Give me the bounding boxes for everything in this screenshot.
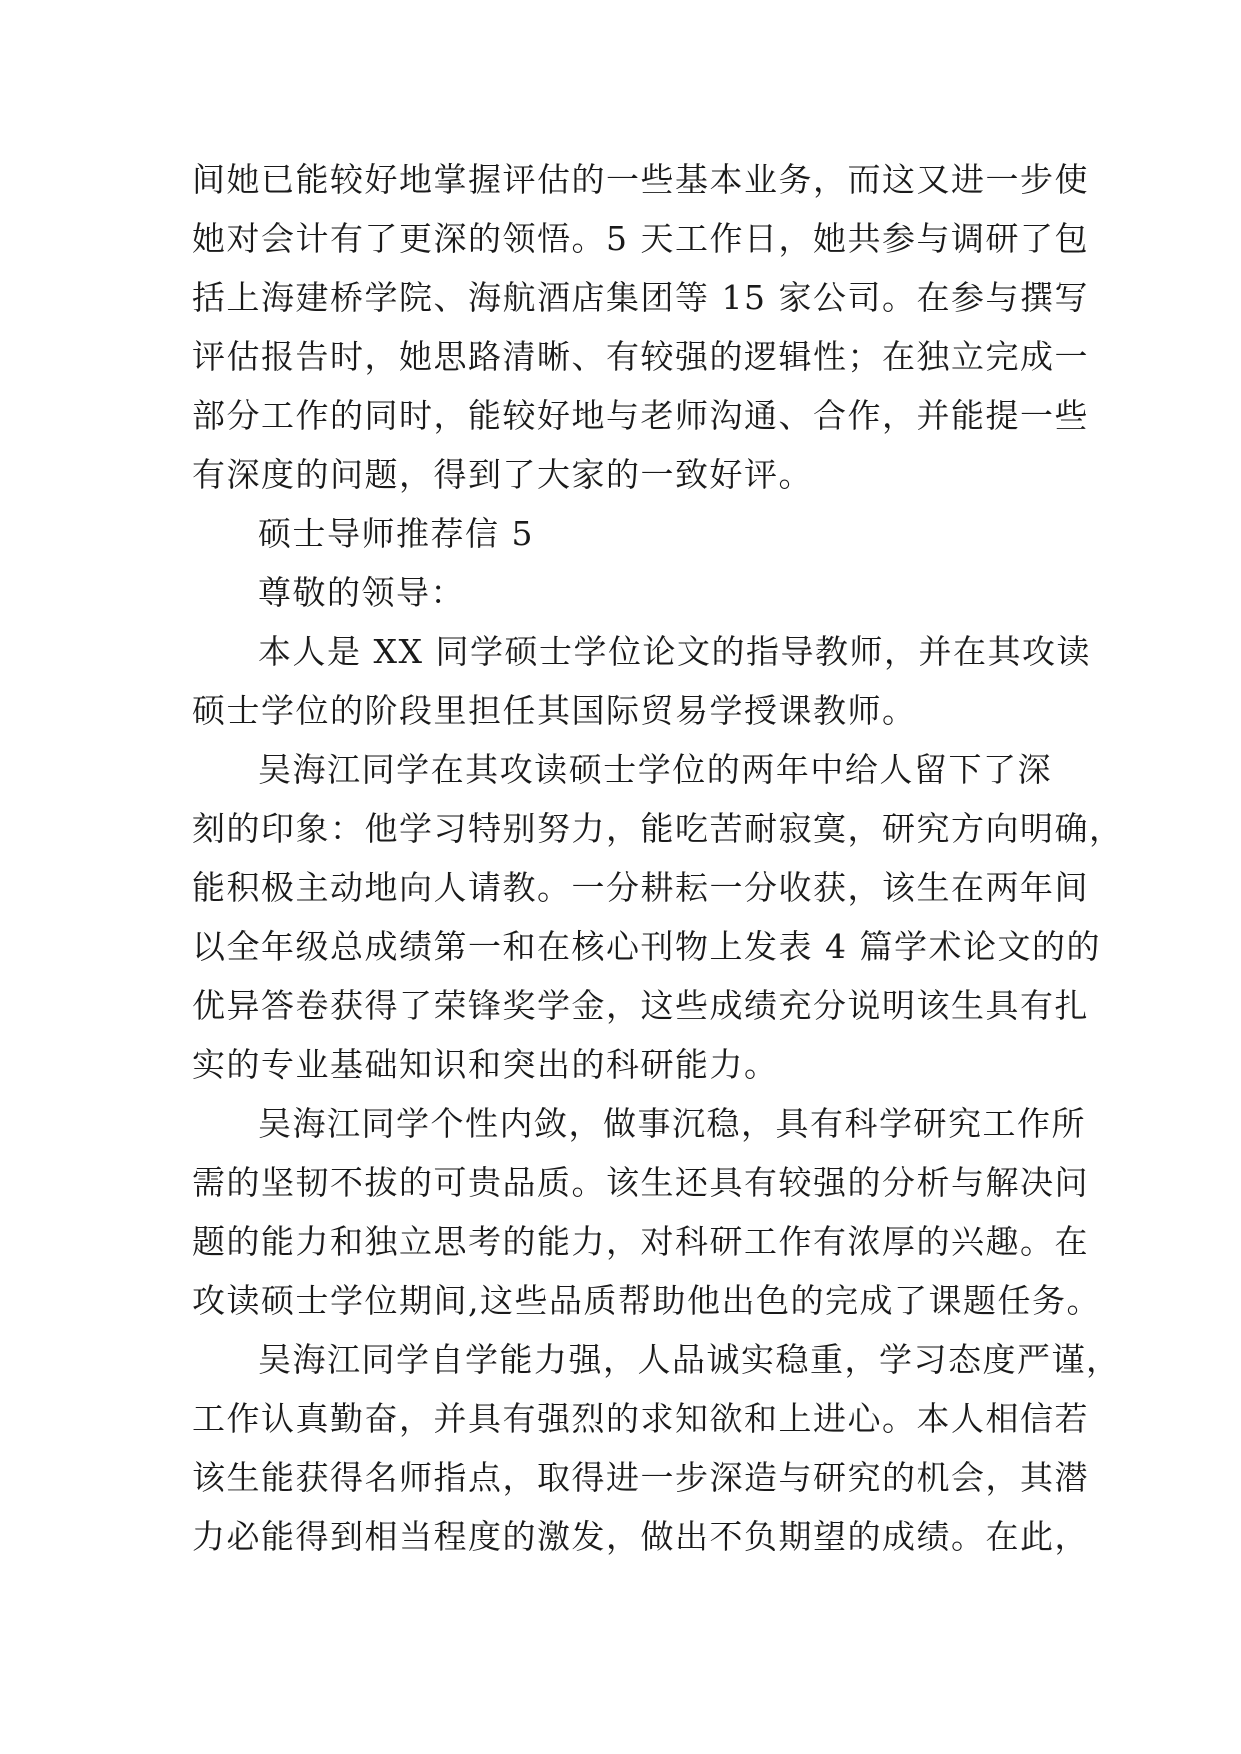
text-line: 以全年级总成绩第一和在核心刊物上发表 4 篇学术论文的的 (192, 927, 1101, 966)
text-line: 硕士学位的阶段里担任其国际贸易学授课教师。 (192, 691, 917, 730)
text-line: 需的坚韧不拔的可贵品质。该生还具有较强的分析与解决问 (192, 1163, 1089, 1202)
text-line: 刻的印象：他学习特别努力，能吃苦耐寂寞，研究方向明确， (192, 809, 1124, 848)
text-line: 能积极主动地向人请教。一分耕耘一分收获，该生在两年间 (192, 868, 1089, 907)
text-line: 题的能力和独立思考的能力，对科研工作有浓厚的兴趣。在 (192, 1222, 1089, 1261)
text-line: 间她已能较好地掌握评估的一些基本业务，而这又进一步使 (192, 160, 1089, 199)
text-line: 硕士导师推荐信 5 (258, 514, 534, 553)
text-line: 评估报告时，她思路清晰、有较强的逻辑性；在独立完成一 (192, 337, 1089, 376)
text-line: 她对会计有了更深的领悟。5 天工作日，她共参与调研了包 (192, 219, 1089, 258)
document-page (192, 150, 1124, 1566)
text-line: 括上海建桥学院、海航酒店集团等 15 家公司。在参与撰写 (192, 278, 1089, 317)
text-line: 吴海江同学个性内敛，做事沉稳，具有科学研究工作所 (258, 1104, 1086, 1143)
text-line: 吴海江同学在其攻读硕士学位的两年中给人留下了深 (258, 750, 1052, 789)
text-line: 工作认真勤奋，并具有强烈的求知欲和上进心。本人相信若 (192, 1399, 1089, 1438)
text-line: 该生能获得名师指点，取得进一步深造与研究的机会，其潜 (192, 1458, 1089, 1497)
text-line: 吴海江同学自学能力强，人品诚实稳重，学习态度严谨， (258, 1340, 1121, 1379)
text-line: 本人是 XX 同学硕士学位论文的指导教师，并在其攻读 (258, 632, 1091, 671)
text-line: 优异答卷获得了荣锋奖学金，这些成绩充分说明该生具有扎 (192, 986, 1089, 1025)
text-line: 攻读硕士学位期间,这些品质帮助他出色的完成了课题任务。 (192, 1281, 1101, 1320)
text-line: 尊敬的领导： (258, 573, 465, 612)
text-line: 有深度的问题，得到了大家的一致好评。 (192, 455, 813, 494)
text-line: 实的专业基础知识和突出的科研能力。 (192, 1045, 779, 1084)
text-line: 部分工作的同时，能较好地与老师沟通、合作，并能提一些 (192, 396, 1089, 435)
text-line: 力必能得到相当程度的激发，做出不负期望的成绩。在此， (192, 1517, 1089, 1556)
